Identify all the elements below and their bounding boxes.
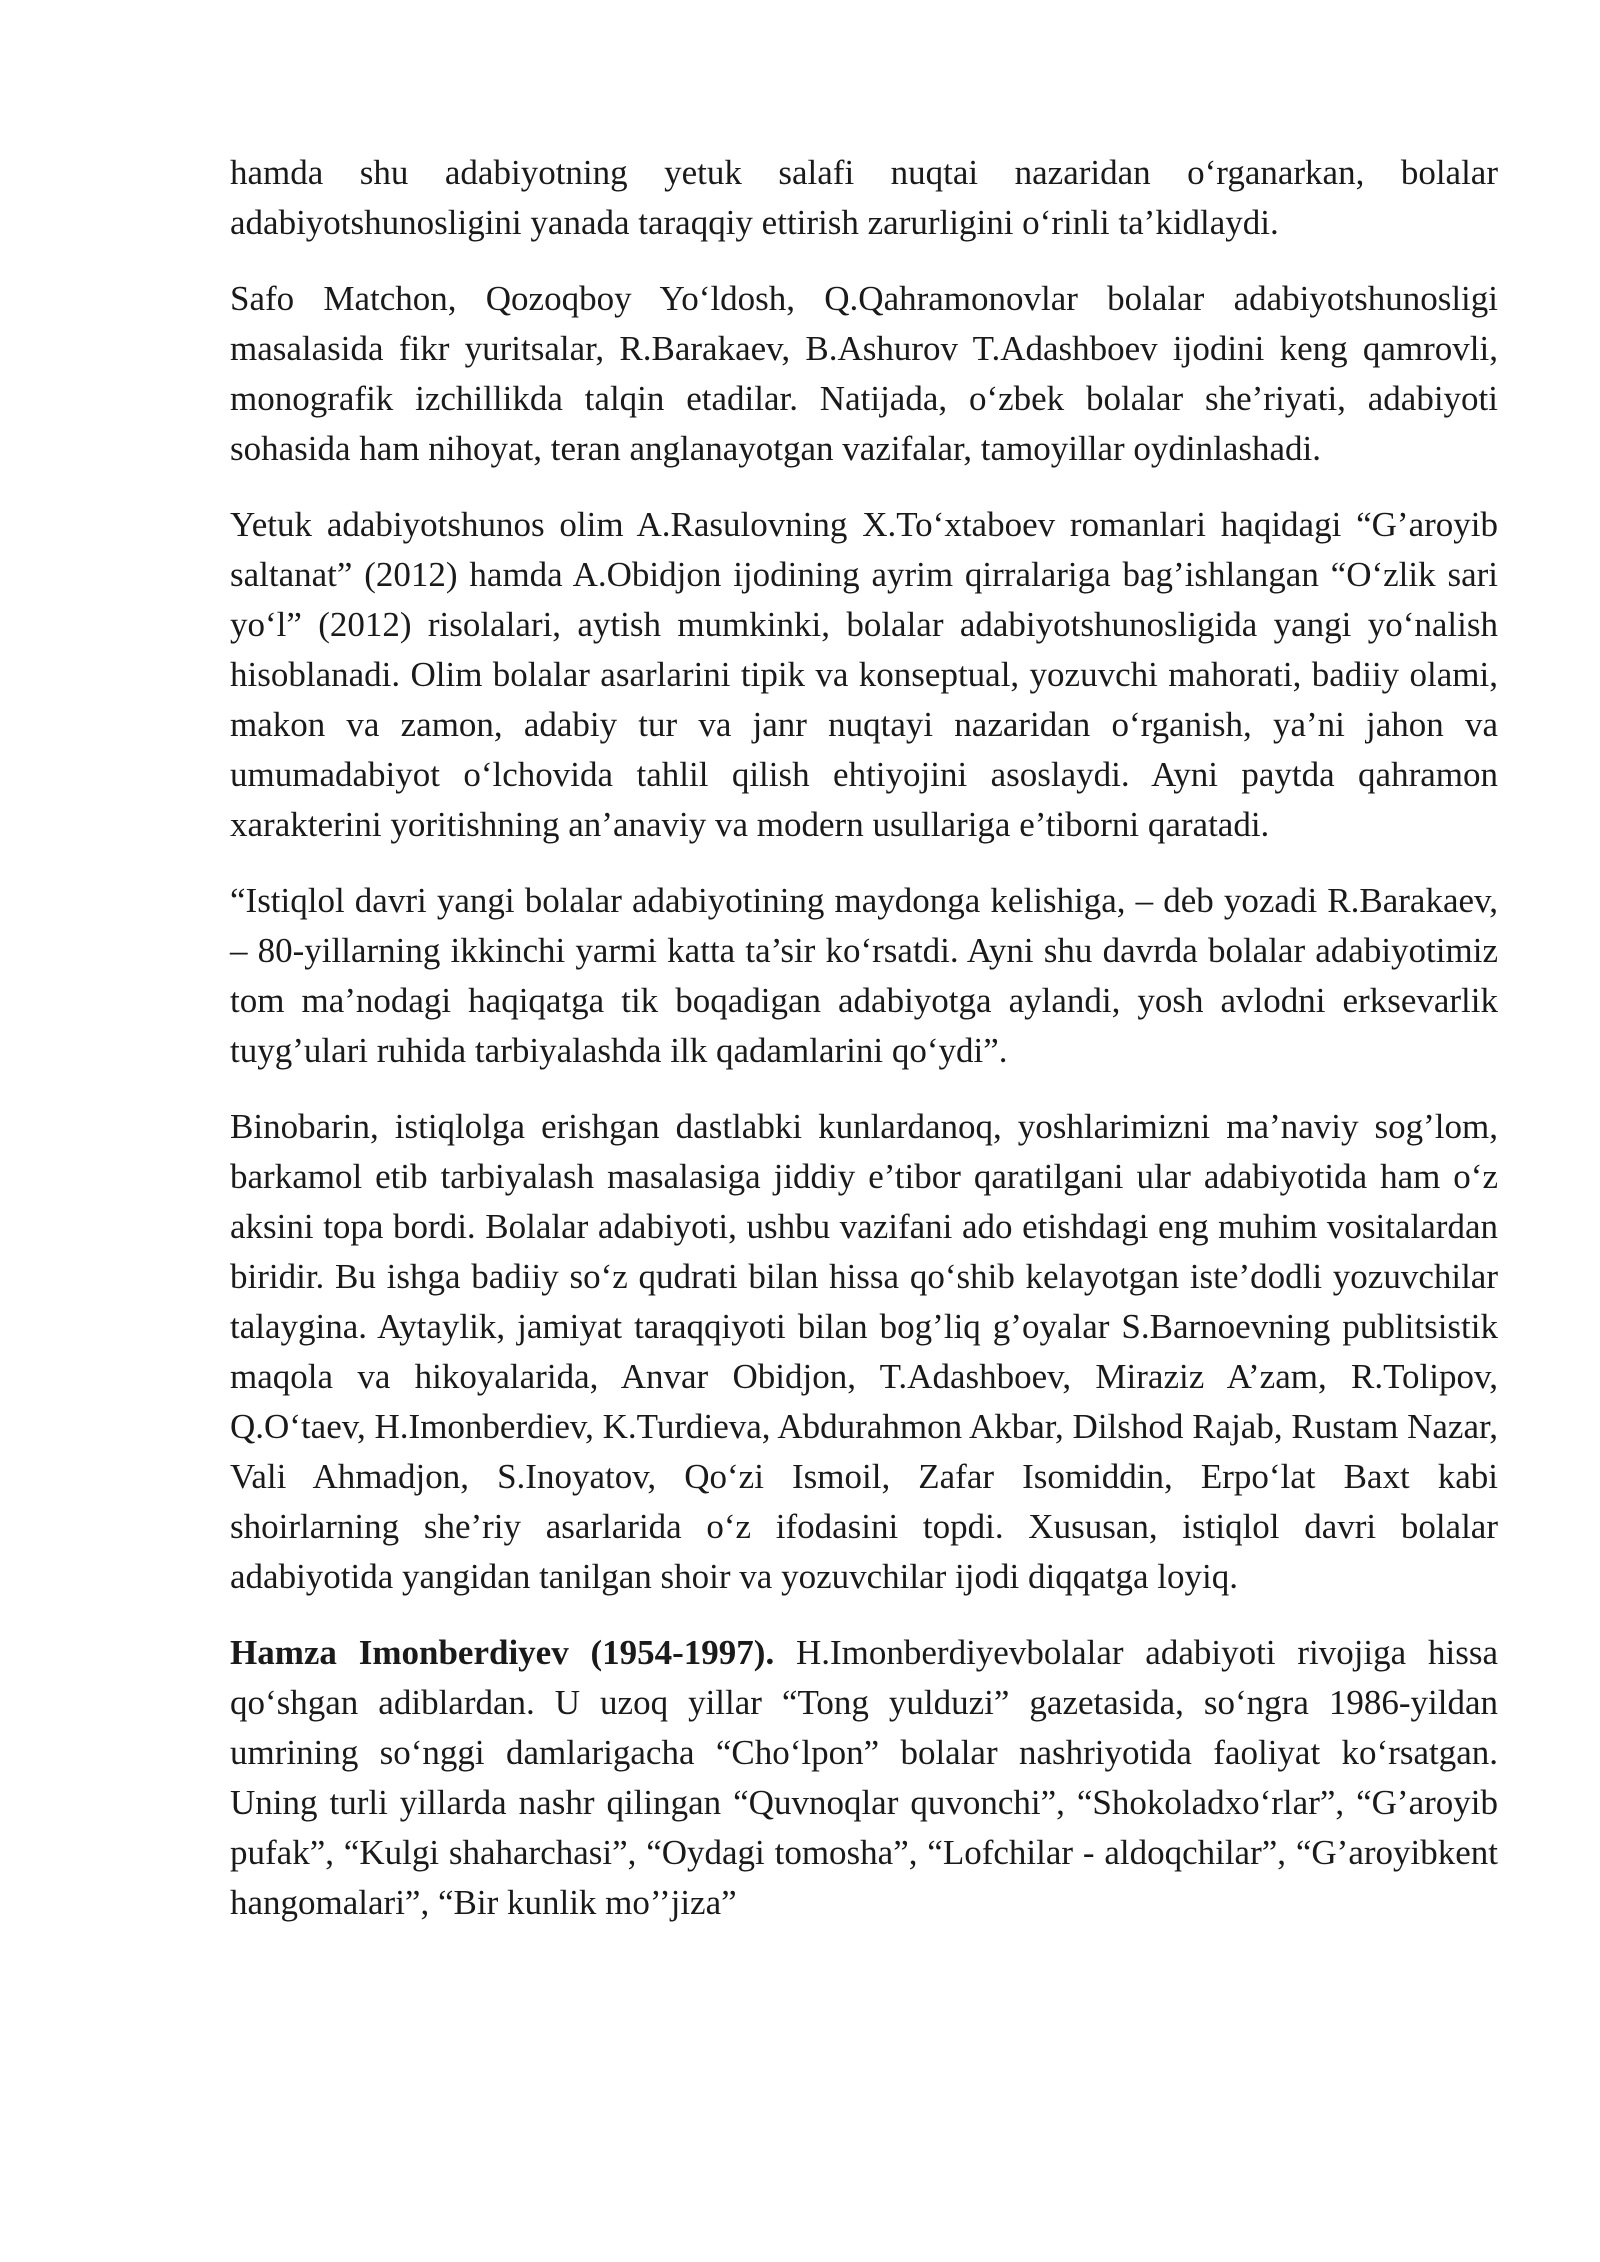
paragraph-2: Safo Matchon, Qozoqboy Yo‘ldosh, Q.Qahramonovlar bolalar adabiyotshunosligi masalasida fikr yuritsalar, R.Barakaev, B.Ashurov T.Adashboev ijodini keng qamrovli, monografik izchillikda talqin etadilar. Natijada, o‘zbek bolalar she’riyati, adabiyoti sohasida ham nihoyat, teran anglanayotgan vazifalar, tamoyillar oydinlashadi. [230, 279, 1498, 468]
paragraph-1: hamda shu adabiyotning yetuk salafi nuqtai nazaridan o‘rganarkan, bolalar adabiyotshunosligini yanada taraqqiy ettirish zarurligini o‘rinli ta’kidlaydi. [230, 153, 1498, 242]
paragraph-6 [230, 1628, 1498, 1928]
paragraph-6-heading: Hamza Imonberdiyev (1954-1997). [230, 1633, 775, 1672]
document-page [230, 148, 1498, 1954]
paragraph-6-text: H.Imonberdiyevbolalar adabiyoti rivojiga hissa qo‘shgan adiblardan. U uzoq yillar “Tong yulduzi” gazetasida, so‘ngra 1986-yildan umrining so‘nggi damlarigacha “Cho‘lpon” bolalar nashriyotida faoliyat ko‘rsatgan. Uning turli yillarda nashr qilingan “Quvnoqlar quvonchi”, “Shokoladxo‘rlar”, “G’aroyib pufak”, “Kulgi shaharchasi”, “Oydagi tomosha”, “Lofchilar - aldoqchilar”, “G’aroyibkent hangomalari”, “Bir kunlik mo’’jiza” [230, 1633, 1498, 1922]
paragraph-3: Yetuk adabiyotshunos olim A.Rasulovning X.To‘xtaboev romanlari haqidagi “G’aroyib saltanat” (2012) hamda A.Obidjon ijodining ayrim qirralariga bag’ishlangan “O‘zlik sari yo‘l” (2012) risolalari, aytish mumkinki, bolalar adabiyotshunosligida yangi yo‘nalish hisoblanadi. Olim bolalar asarlarini tipik va konseptual, yozuvchi mahorati, badiiy olami, makon va zamon, adabiy tur va janr nuqtayi nazaridan o‘rganish, ya’ni jahon va umumadabiyot o‘lchovida tahlil qilish ehtiyojini asoslaydi. Ayni paytda qahramon xarakterini yoritishning an’anaviy va modern usullariga e’tiborni qaratadi. [230, 505, 1498, 844]
paragraph-5: Binobarin, istiqlolga erishgan dastlabki kunlardanoq, yoshlarimizni ma’naviy sog’lom, barkamol etib tarbiyalash masalasiga jiddiy e’tibor qaratilgani ular adabiyotida ham o‘z aksini topa bordi. Bolalar adabiyoti, ushbu vazifani ado etishdagi eng muhim vositalardan biridir. Bu ishga badiiy so‘z qudrati bilan hissa qo‘shib kelayotgan iste’dodli yozuvchilar talaygina. Aytaylik, jamiyat taraqqiyoti bilan bog’liq g’oyalar S.Barnoevning publitsistik maqola va hikoyalarida, Anvar Obidjon, T.Adashboev, Miraziz A’zam, R.Tolipov, Q.O‘taev, H.Imonberdiev, K.Turdieva, Abdurahmon Akbar, Dilshod Rajab, Rustam Nazar, Vali Ahmadjon, S.Inoyatov, Qo‘zi Ismoil, Zafar Isomiddin, Erpo‘lat Baxt kabi shoirlarning she’riy asarlarida o‘z ifodasini topdi. Xususan, istiqlol davri bolalar adabiyotida yangidan tanilgan shoir va yozuvchilar ijodi diqqatga loyiq. [230, 1107, 1498, 1596]
paragraph-4: “Istiqlol davri yangi bolalar adabiyotining maydonga kelishiga, – deb yozadi R.Barakaev, – 80-yillarning ikkinchi yarmi katta ta’sir ko‘rsatdi. Ayni shu davrda bolalar adabiyotimiz tom ma’nodagi haqiqatga tik boqadigan adabiyotga aylandi, yosh avlodni erksevarlik tuyg’ulari ruhida tarbiyalashda ilk qadamlarini qo‘ydi”. [230, 881, 1498, 1070]
